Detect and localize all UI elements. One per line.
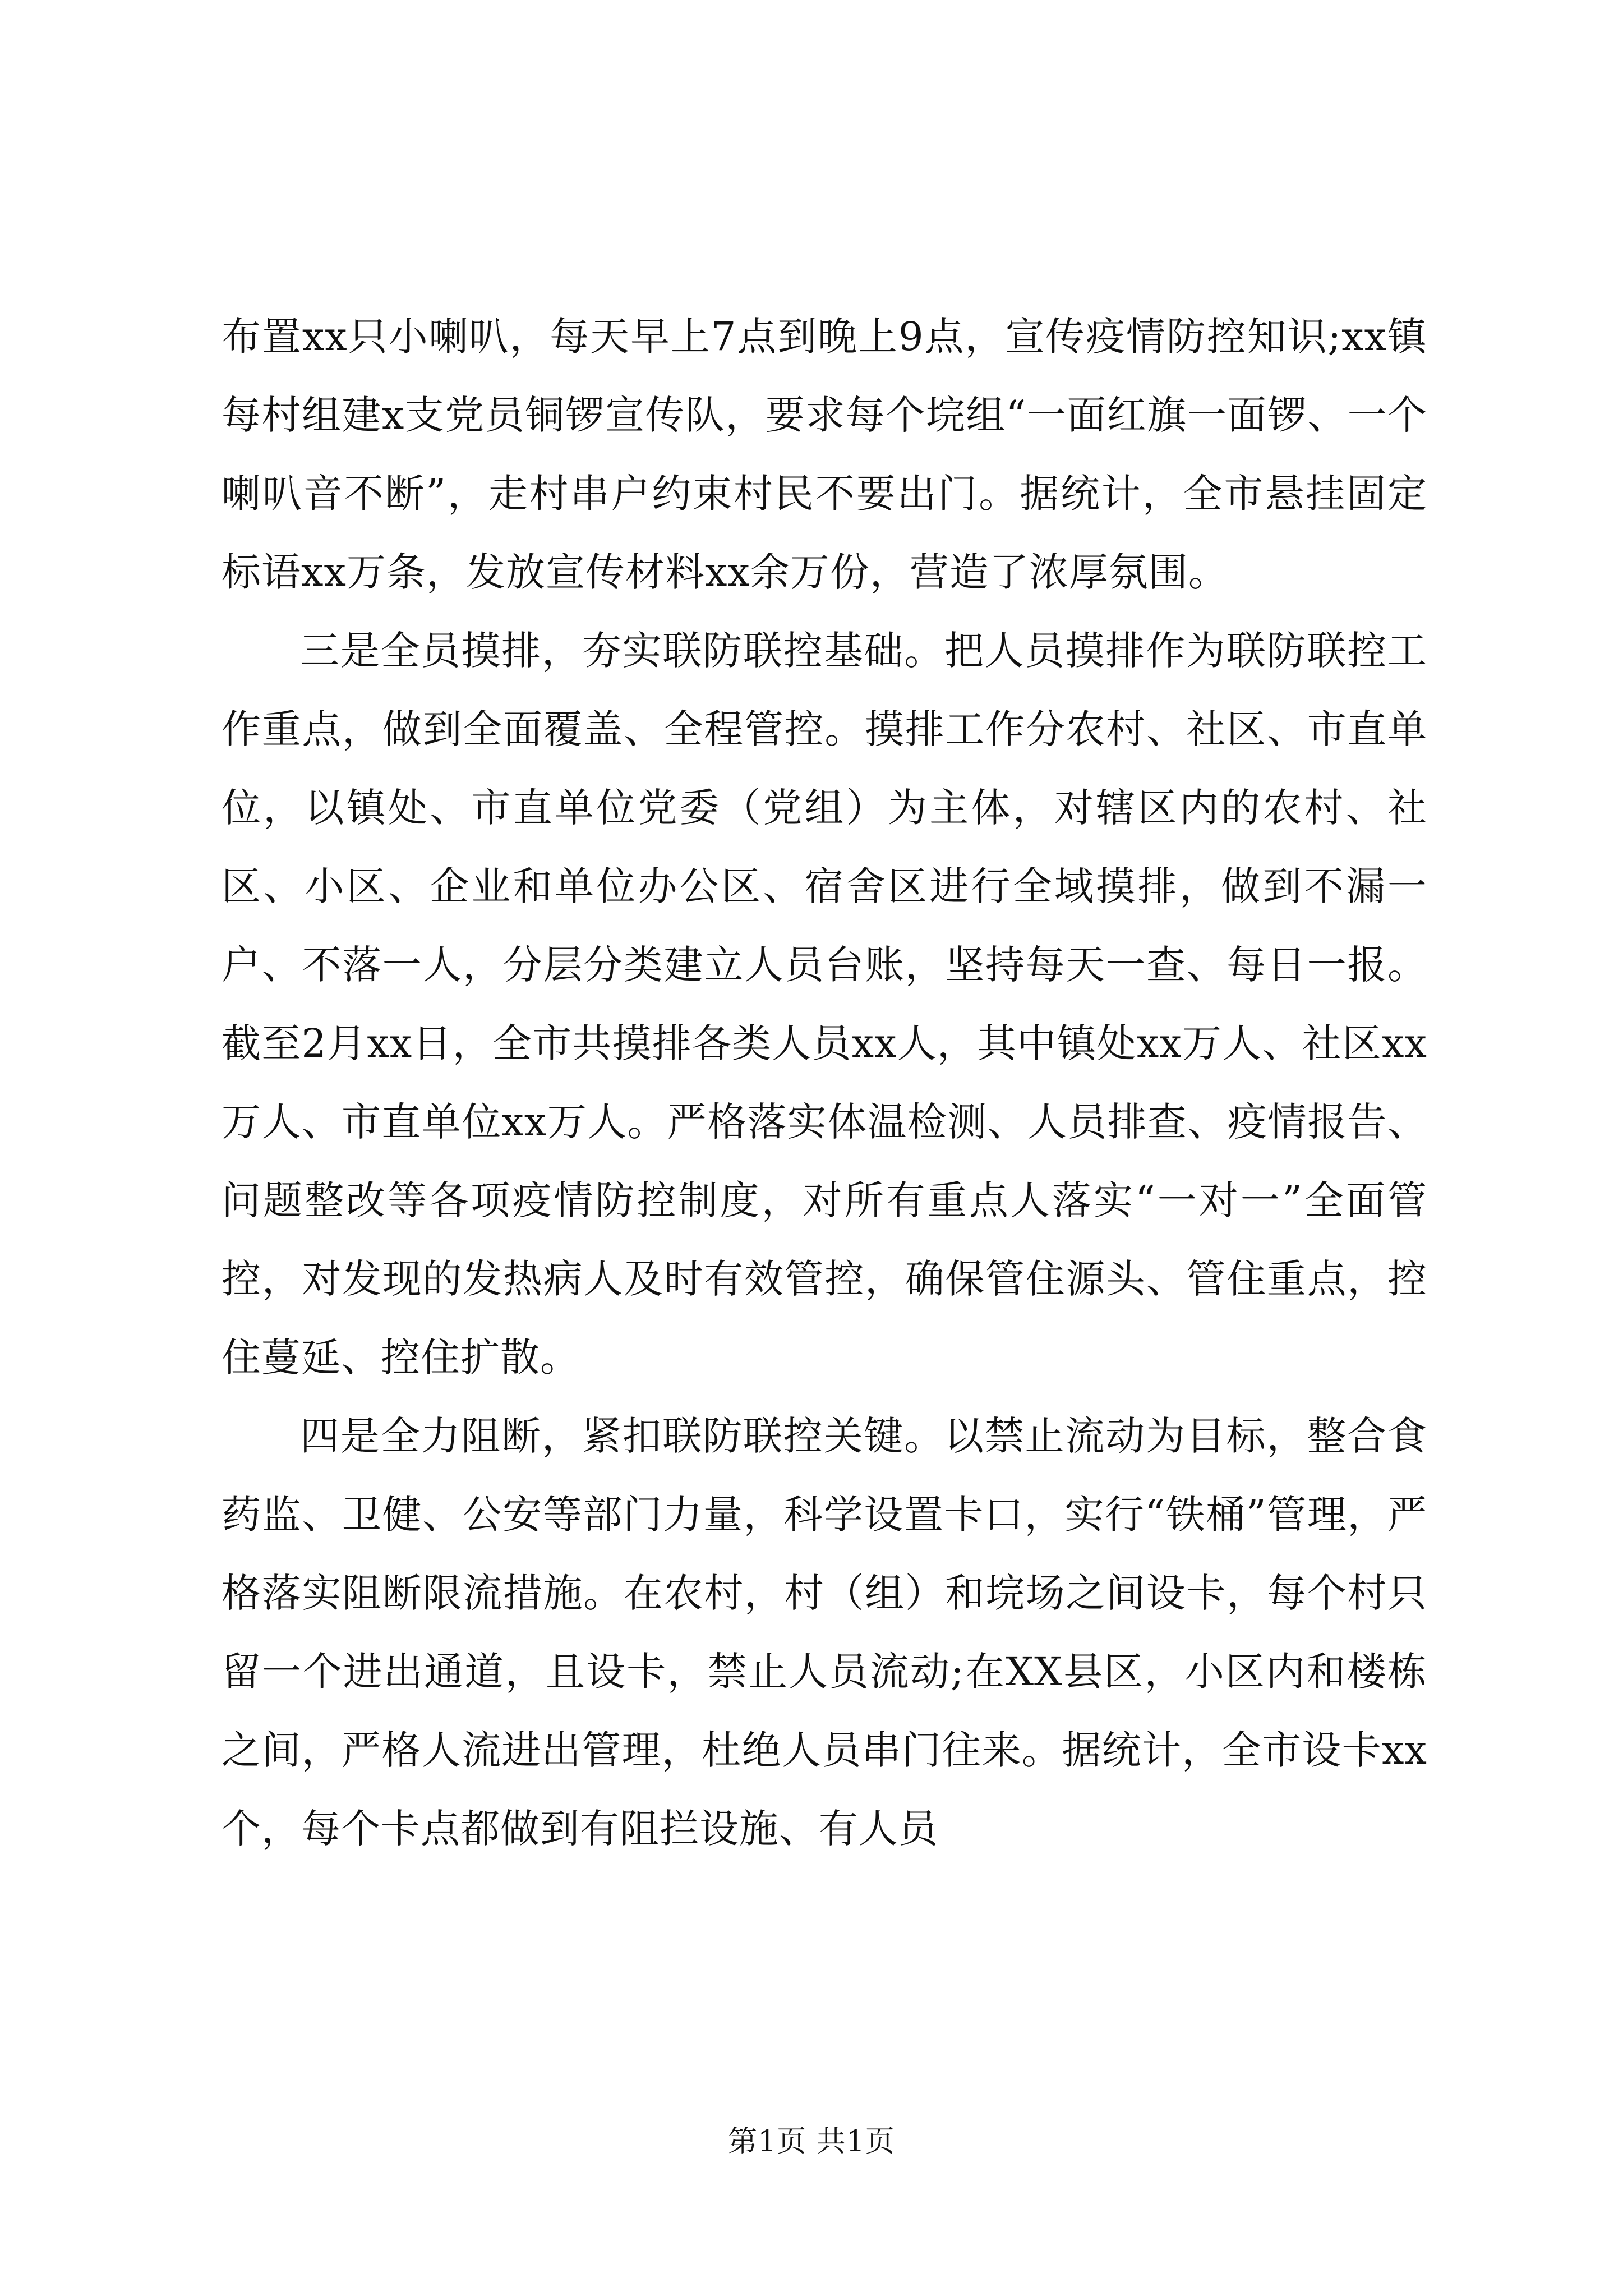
paragraph-full-screening: 三是全员摸排，夯实联防联控基础。把人员摸排作为联防联控工作重点，做到全面覆盖、全程管控。摸排工作分农村、社区、市直单位，以镇处、市直单位党委（党组）为主体，对辖区内的农村、社区、小区、企业和单位办公区、宿舍区进行全域摸排，做到不漏一户、不落一人，分层分类建立人员台账，坚持每天一查、每日一报。截至2月xx日，全市共摸排各类人员xx人，其中镇处xx万人、社区xx万人、市直单位xx万人。严格落实体温检测、人员排查、疫情报告、问题整改等各项疫情防控制度，对所有重点人落实“一对一”全面管控，对发现的发热病人及时有效管控，确保管住源头、管住重点，控住蔓延、控住扩散。 — [222, 628, 1427, 1381]
paragraph-continuation: 布置xx只小喇叭，每天早上7点到晚上9点，宣传疫情防控知识;xx镇每村组建x支党员铜锣宣传队，要求每个垸组“一面红旗一面锣、一个喇叭音不断”，走村串户约束村民不要出门。据统计，全市悬挂固定标语xx万条，发放宣传材料xx余万份，营造了浓厚氛围。 — [222, 314, 1427, 595]
paragraph-full-blocking: 四是全力阻断，紧扣联防联控关键。以禁止流动为目标，整合食药监、卫健、公安等部门力量，科学设置卡口，实行“铁桶”管理，严格落实阻断限流措施。在农村，村（组）和垸场之间设卡，每个村只留一个进出通道，且设卡，禁止人员流动;在XX县区，小区内和楼栋之间，严格人流进出管理，杜绝人员串门往来。据统计，全市设卡xx个，每个卡点都做到有阻拦设施、有人员 — [222, 1413, 1427, 1852]
page-footer: 第1页 共1页 — [728, 2125, 895, 2159]
document-body — [222, 297, 1427, 1868]
